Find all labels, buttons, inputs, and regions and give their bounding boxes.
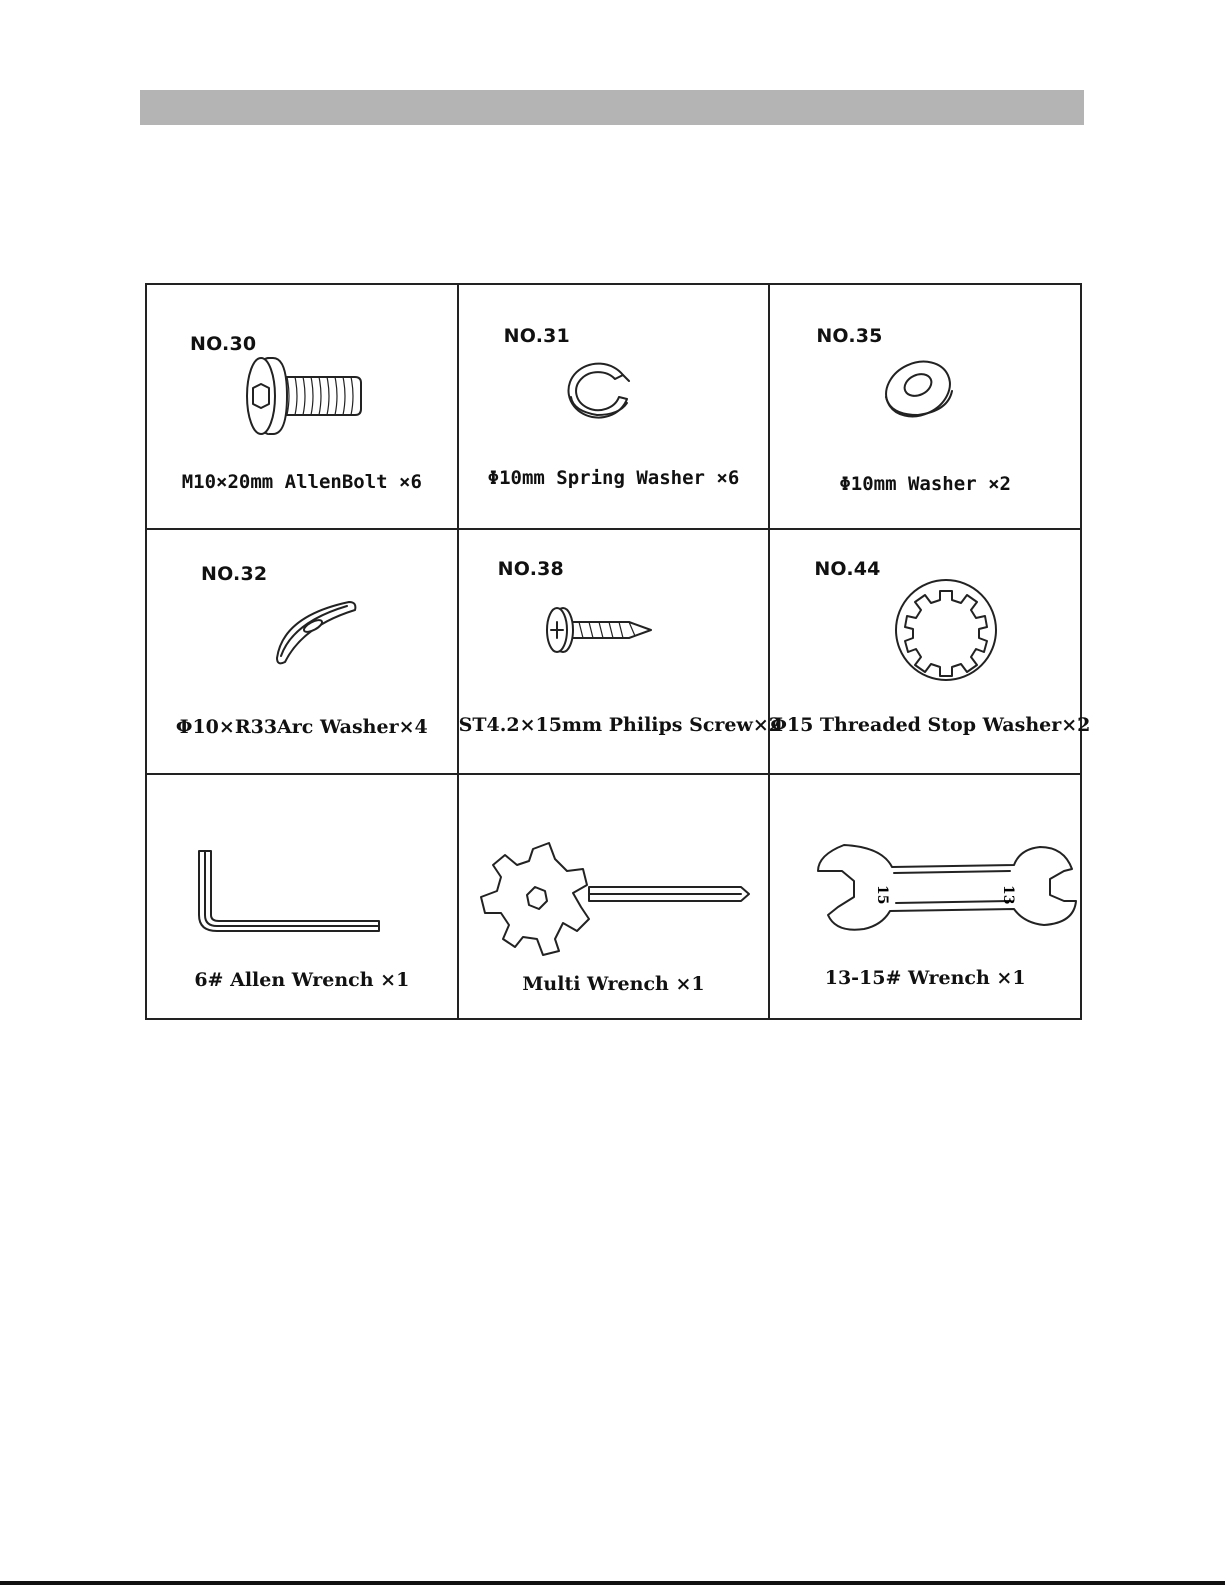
section-header-bar (140, 90, 1084, 125)
spring-washer-icon (563, 355, 643, 425)
part-label: Φ10×R33Arc Washer×4 (175, 716, 428, 738)
part-label: Φ15 Threaded Stop Washer×2 (770, 714, 1091, 736)
part-number: NO.44 (814, 558, 881, 580)
part-label: 13-15# Wrench ×1 (824, 967, 1026, 989)
part-cell-open-end-wrench (769, 774, 1081, 1019)
part-label: Φ10mm Washer ×2 (839, 473, 1011, 495)
allen-bolt-icon (229, 351, 369, 441)
part-cell-spring-washer (458, 284, 770, 529)
wrench-size-15: 15 (874, 885, 891, 905)
washer-icon (882, 353, 962, 423)
part-label: 6# Allen Wrench ×1 (194, 969, 410, 991)
part-number: NO.31 (503, 325, 570, 347)
part-label: M10×20mm AllenBolt ×6 (181, 471, 422, 493)
part-number: NO.35 (816, 325, 883, 347)
parts-table (145, 283, 1091, 1020)
table-row (146, 529, 1081, 774)
part-label: Φ10mm Spring Washer ×6 (487, 467, 740, 489)
part-number: NO.30 (190, 333, 257, 355)
table-row (146, 774, 1081, 1019)
table-row (146, 284, 1081, 529)
part-label: Multi Wrench ×1 (522, 973, 705, 995)
part-cell-allen-wrench (146, 774, 458, 1019)
arc-washer-icon (273, 596, 363, 666)
part-number: NO.38 (497, 558, 564, 580)
part-cell-arc-washer (146, 529, 458, 774)
open-end-wrench-icon (814, 841, 1078, 935)
multi-wrench-icon (479, 839, 753, 959)
allen-wrench-icon (195, 849, 385, 939)
philips-screw-icon (539, 600, 659, 660)
part-cell-philips-screw (458, 529, 782, 774)
part-cell-washer (769, 284, 1081, 529)
page-bottom-rule (0, 1581, 1225, 1585)
threaded-stop-washer-icon (894, 578, 998, 682)
part-cell-multi-wrench (458, 774, 770, 1019)
wrench-size-13: 13 (1000, 885, 1017, 905)
part-cell-allen-bolt (146, 284, 458, 529)
part-cell-threaded-stop-washer (769, 529, 1091, 774)
part-number: NO.32 (201, 563, 268, 585)
part-label: ST4.2×15mm Philips Screw×2 (458, 714, 782, 736)
